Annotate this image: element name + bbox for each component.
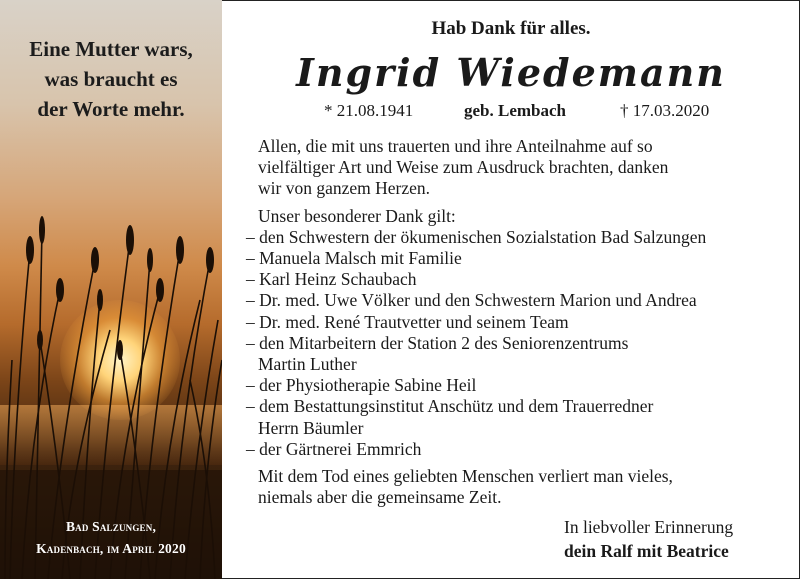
intro-line: vielfältiger Art und Weise zum Ausdruck brachten, danken [258, 157, 669, 178]
thanks-label: Unser besonderer Dank gilt: [258, 205, 456, 226]
memorial-quote [0, 34, 222, 124]
place-line: Bad Salzungen, [65, 519, 157, 534]
sunset-reeds-photo [0, 0, 222, 579]
death-date: † 17.03.2020 [620, 101, 710, 120]
list-item: – der Gärtnerei Emmrich [246, 438, 422, 459]
outro-line: Mit dem Tod eines geliebten Menschen verliert man vieles, [258, 466, 673, 487]
list-item: – den Mitarbeitern der Station 2 des Seniorenzentrums Martin Luther [246, 332, 629, 375]
list-item: – Manuela Malsch mit Familie [246, 248, 462, 269]
intro-line: wir von ganzem Herzen. [258, 178, 431, 199]
heading: Hab Dank für alles. [431, 18, 591, 39]
place-line: Kadenbach, im April 2020 [36, 541, 186, 556]
quote-line: Eine Mutter wars, [29, 37, 193, 61]
quote-line: der Worte mehr. [37, 97, 185, 121]
closing-line: In liebvoller Erinnerung [564, 517, 734, 537]
outro-line: niemals aber die gemeinsame Zeit. [258, 487, 502, 508]
list-item: – dem Bestattungsinstitut Anschütz und dem Trauerredner Herrn Bäumler [246, 396, 654, 438]
list-item: – Dr. med. Uwe Völker und den Schwestern Marion und Andrea [246, 290, 697, 311]
deceased-name: Ingrid Wiedemann [296, 50, 726, 95]
place-date [0, 516, 222, 560]
intro-line: Allen, die mit uns trauerten und ihre Anteilnahme auf so [258, 136, 653, 156]
maiden-name: geb. Lembach [464, 101, 566, 120]
list-item: – Karl Heinz Schaubach [246, 269, 417, 290]
quote-line: was braucht es [44, 67, 178, 91]
closing-signature [564, 515, 733, 563]
notice-body [246, 136, 798, 508]
list-item: – Dr. med. René Trautvetter und seinem Team [246, 311, 569, 332]
birth-date: * 21.08.1941 [324, 101, 414, 120]
thanks-list [246, 226, 798, 460]
list-item: – der Physiotherapie Sabine Heil [246, 375, 477, 396]
signers: dein Ralf mit Beatrice [564, 541, 729, 561]
list-item: – den Schwestern der ökumenischen Sozialstation Bad Salzungen [246, 226, 707, 247]
notice-text-area [222, 0, 800, 579]
